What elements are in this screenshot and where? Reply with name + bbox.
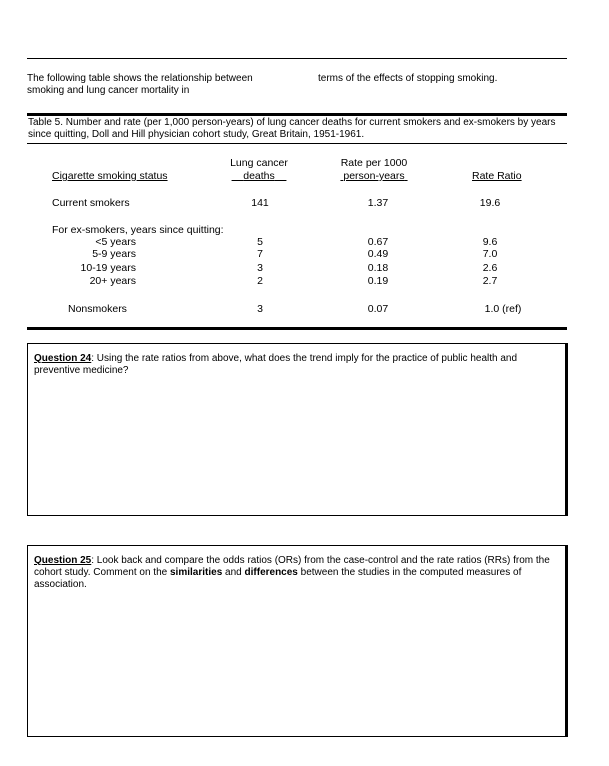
top-rule [27, 58, 567, 59]
question-25-label: Question 25 [34, 555, 92, 566]
question-25-box[interactable] [27, 545, 566, 737]
table-top-rule [27, 113, 567, 116]
row-rate: 0.19 [367, 275, 389, 287]
row-rate: 0.49 [367, 248, 389, 260]
row-deaths: 3 [257, 262, 263, 274]
header-ratio: Rate Ratio [472, 170, 522, 182]
row-rate: 0.18 [367, 262, 389, 274]
row-rate: 0.67 [367, 236, 389, 248]
row-ratio: 2.6 [482, 262, 498, 274]
intro-text-left: The following table shows the relationship between smoking and lung cancer mortality in [27, 73, 253, 96]
ex-smokers-heading: For ex-smokers, years since quitting: [52, 224, 224, 236]
header-status: Cigarette smoking status [52, 170, 168, 182]
row-deaths: 141 [251, 197, 269, 209]
header-deaths-line2: deaths [243, 170, 275, 182]
question-25-text: Question 25: Look back and compare the odds ratios (ORs) from the case-control and the rate ratios (RRs) from the cohort study. Comment on the similarities and differences between the studies in the computed measures of association. [34, 555, 550, 590]
header-rate-line2: person-years [343, 170, 405, 182]
row-deaths: 7 [257, 248, 263, 260]
row-ratio: 19.6 [479, 197, 501, 209]
question-24-box[interactable] [27, 343, 566, 516]
box-edge [565, 545, 568, 737]
box-edge [565, 343, 568, 516]
row-label: Nonsmokers [68, 303, 127, 315]
question-24-text: Question 24: Using the rate ratios from above, what does the trend imply for the practice of public health and preventive medicine? [34, 353, 518, 376]
row-label: 20+ years [89, 275, 136, 287]
row-ratio: 1.0 (ref) [484, 303, 522, 315]
caption-rule [27, 143, 567, 144]
row-rate: 0.07 [367, 303, 389, 315]
header-rate-line1: Rate per 1000 [340, 157, 408, 169]
row-label: Current smokers [52, 197, 130, 209]
intro-text-right: terms of the effects of stopping smoking. [318, 73, 498, 84]
row-label: 10-19 years [80, 262, 136, 274]
row-label: <5 years [95, 236, 136, 248]
question-24-label: Question 24 [34, 353, 92, 364]
table-caption: Table 5. Number and rate (per 1,000 person-years) of lung cancer deaths for current smokers and ex-smokers by years since quitting, Doll and Hill physician cohort study, Great Britain, 1951-1961. [28, 117, 556, 140]
row-label: 5-9 years [92, 248, 136, 260]
table-bottom-rule [27, 327, 567, 330]
row-ratio: 9.6 [482, 236, 498, 248]
row-ratio: 2.7 [482, 275, 498, 287]
row-deaths: 3 [257, 303, 263, 315]
row-deaths: 5 [257, 236, 263, 248]
header-deaths-line1: Lung cancer [230, 157, 288, 169]
row-deaths: 2 [257, 275, 263, 287]
row-ratio: 7.0 [482, 248, 498, 260]
row-rate: 1.37 [367, 197, 389, 209]
